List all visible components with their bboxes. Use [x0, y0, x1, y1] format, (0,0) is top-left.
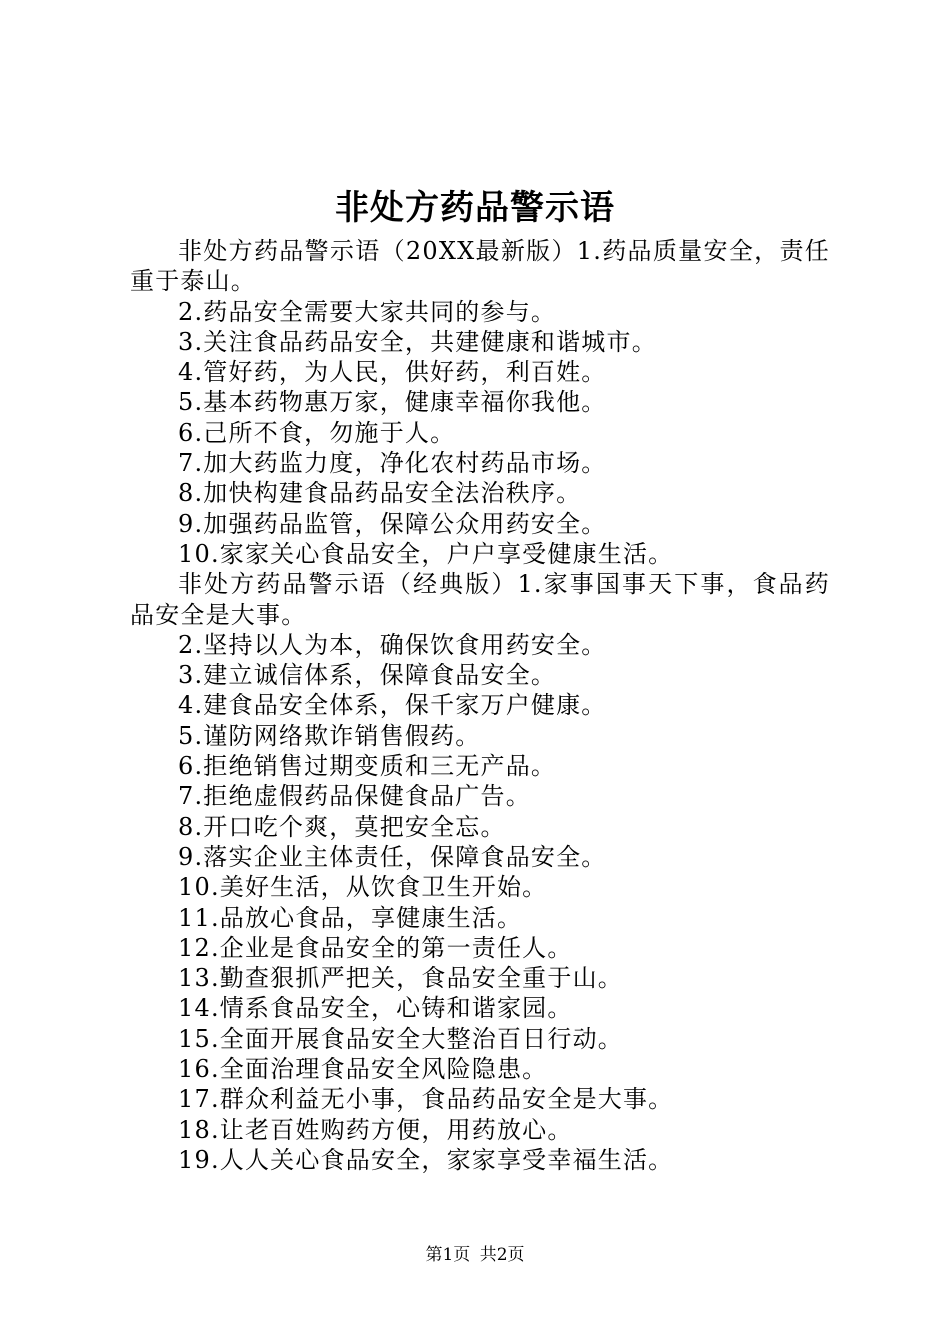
list-item: 12.企业是食品安全的第一责任人。 [178, 933, 573, 962]
list-item: 10.美好生活，从饮食卫生开始。 [178, 873, 548, 902]
list-item: 6.己所不食，勿施于人。 [178, 418, 456, 447]
list-item: 2.坚持以人为本，确保饮食用药安全。 [178, 630, 607, 659]
list-item: 9.加强药品监管，保障公众用药安全。 [178, 509, 607, 538]
section-intro: 非处方药品警示语（20XX最新版）1.药品质量安全，责任重于泰山。 [130, 237, 830, 296]
list-item: 15.全面开展食品安全大整治百日行动。 [178, 1024, 623, 1053]
list-item: 4.建食品安全体系，保千家万户健康。 [178, 691, 607, 720]
list-item: 8.加快构建食品药品安全法治秩序。 [178, 479, 582, 508]
list-item: 3.建立诚信体系，保障食品安全。 [178, 661, 557, 690]
list-item: 7.拒绝虚假药品保健食品广告。 [178, 782, 531, 811]
list-item: 4.管好药，为人民，供好药，利百姓。 [178, 358, 607, 387]
document-body [130, 236, 830, 1175]
list-item: 5.谨防网络欺诈销售假药。 [178, 721, 481, 750]
list-item: 6.拒绝销售过期变质和三无产品。 [178, 752, 557, 781]
list-item: 11.品放心食品，享健康生活。 [178, 903, 523, 932]
list-item: 2.药品安全需要大家共同的参与。 [178, 297, 557, 326]
list-item: 18.让老百姓购药方便，用药放心。 [178, 1115, 573, 1144]
list-item: 10.家家关心食品安全，户户享受健康生活。 [178, 539, 674, 568]
list-item: 19.人人关心食品安全，家家享受幸福生活。 [178, 1145, 674, 1174]
list-item: 17.群众利益无小事，食品药品安全是大事。 [178, 1085, 674, 1114]
list-item: 9.落实企业主体责任，保障食品安全。 [178, 842, 607, 871]
list-item: 14.情系食品安全，心铸和谐家园。 [178, 994, 573, 1023]
section-intro: 非处方药品警示语（经典版）1.家事国事天下事，食品药品安全是大事。 [130, 570, 830, 629]
page-footer: 第1页 共2页 [425, 1245, 525, 1265]
document-title: 非处方药品警示语 [335, 188, 615, 228]
list-item: 5.基本药物惠万家，健康幸福你我他。 [178, 388, 607, 417]
list-item: 13.勤查狠抓严把关，食品安全重于山。 [178, 964, 623, 993]
list-item: 16.全面治理食品安全风险隐患。 [178, 1055, 548, 1084]
list-item: 3.关注食品药品安全，共建健康和谐城市。 [178, 327, 657, 356]
list-item: 7.加大药监力度，净化农村药品市场。 [178, 449, 607, 478]
list-item: 8.开口吃个爽，莫把安全忘。 [178, 812, 506, 841]
